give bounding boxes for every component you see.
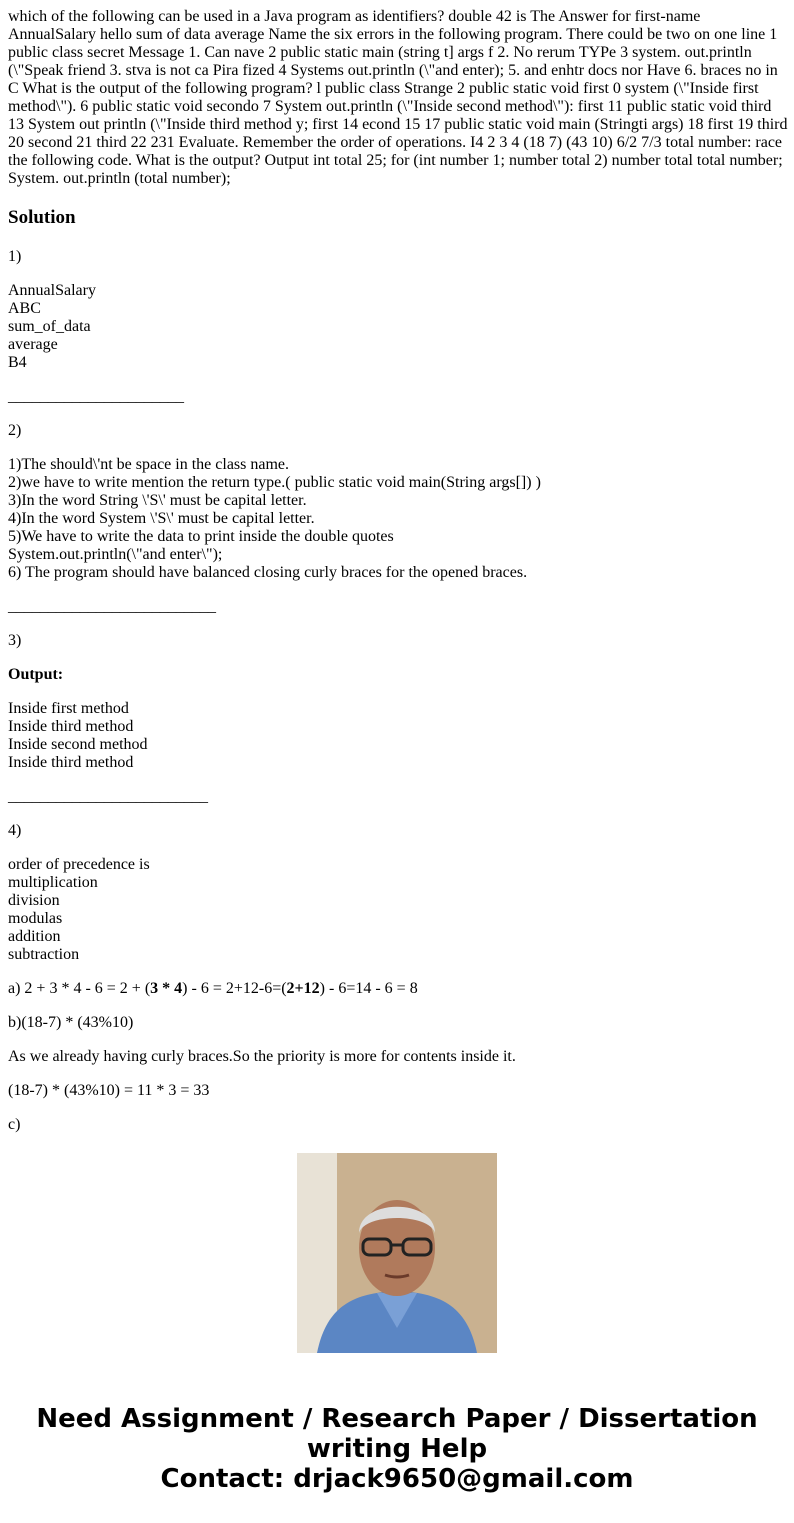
- precedence-item: order of precedence is: [8, 856, 150, 873]
- contact-email: Contact: drjack9650@gmail.com: [160, 1464, 634, 1494]
- precedence-list: [8, 856, 788, 964]
- error-item: 6) The program should have balanced closing curly braces for the opened braces.: [8, 564, 528, 581]
- answer-3-number: 3): [8, 632, 22, 649]
- precedence-item: multiplication: [8, 874, 98, 891]
- evaluation-b: b)(18-7) * (43%10): [8, 1014, 134, 1031]
- banner-line: writing Help: [306, 1434, 488, 1464]
- identifier: ABC: [8, 300, 41, 317]
- divider: _________________________: [8, 788, 208, 805]
- divider: ______________________: [8, 388, 184, 405]
- precedence-item: modulas: [8, 910, 63, 927]
- divider: __________________________: [8, 598, 216, 615]
- answer-1-number: 1): [8, 248, 22, 265]
- evaluation-b-result: (18-7) * (43%10) = 11 * 3 = 33: [8, 1082, 210, 1099]
- precedence-item: addition: [8, 928, 61, 945]
- contact-banner: [0, 1404, 794, 1494]
- eval-text: a) 2 + 3 * 4 - 6 = 2 + (: [8, 980, 151, 997]
- solution-heading: Solution: [8, 207, 76, 228]
- error-item: 2)we have to write mention the return type.( public static void main(String args[]) ): [8, 474, 541, 491]
- eval-bold: 3 * 4: [150, 980, 183, 997]
- answer-1-list: [8, 282, 788, 372]
- identifier: AnnualSalary: [8, 282, 96, 299]
- output-line: Inside second method: [8, 736, 148, 753]
- error-item: System.out.println(\"and enter\");: [8, 546, 223, 563]
- precedence-item: division: [8, 892, 60, 909]
- output-line: Inside first method: [8, 700, 129, 717]
- error-item: 1)The should\'nt be space in the class name.: [8, 456, 290, 473]
- output-line: Inside third method: [8, 718, 134, 735]
- author-avatar: [297, 1153, 497, 1353]
- identifier: sum_of_data: [8, 318, 91, 335]
- question-text: which of the following can be used in a Java program as identifiers? double 42 is The Answer for first-name AnnualSalary hello sum of data average Name the six errors in the following program. There could be two on one line 1 public class secret Message 1. Can nave 2 public static main (string t] args f 2. No rerum TYPe 3 system. out.println (\"Speak friend 3. stva is not ca Pira fized 4 Systems out.println (\"and enter); 5. and enhtr docs nor Have 6. braces no in C What is the output of the following program? l public class Strange 2 public static void first 0 system (\"Inside first method\"). 6 public static void secondo 7 System out.println (\"Inside second method\"): first 11 public static void third 13 System out println (\"Inside third method y; first 14 econd 15 17 public static void main (Stringti args) 18 first 19 third 20 second 21 third 22 231 Evaluate. Remember the order of operations. I4 2 3 4 (18 7) (43 10) 6/2 7/3 total number: race the following code. What is the output? Output int total 25; for (int number 1; number total 2) number total total number; System. out.println (total number);: [8, 8, 788, 187]
- eval-bold: 2+12: [286, 980, 320, 997]
- error-item: 4)In the word System \'S\' must be capital letter.: [8, 510, 315, 527]
- evaluation-note: As we already having curly braces.So the priority is more for contents inside it.: [8, 1048, 516, 1065]
- precedence-item: subtraction: [8, 946, 80, 963]
- eval-text: ) - 6=14 - 6 = 8: [319, 980, 418, 997]
- banner-line: Need Assignment / Research Paper / Dissertation: [36, 1404, 758, 1434]
- answer-3-output: [8, 700, 788, 772]
- error-item: 3)In the word String \'S\' must be capital letter.: [8, 492, 307, 509]
- evaluation-a: [8, 980, 788, 998]
- identifier: B4: [8, 354, 27, 371]
- eval-text: ) - 6 = 2+12-6=(: [182, 980, 287, 997]
- document-content: [8, 8, 788, 1133]
- evaluation-c: c): [8, 1116, 21, 1133]
- error-item: 5)We have to write the data to print inside the double quotes: [8, 528, 394, 545]
- output-line: Inside third method: [8, 754, 134, 771]
- person-photo-icon: [297, 1153, 497, 1353]
- output-label: Output:: [8, 666, 64, 683]
- answer-2-list: [8, 456, 788, 582]
- answer-4-number: 4): [8, 822, 22, 839]
- answer-2-number: 2): [8, 422, 22, 439]
- identifier: average: [8, 336, 58, 353]
